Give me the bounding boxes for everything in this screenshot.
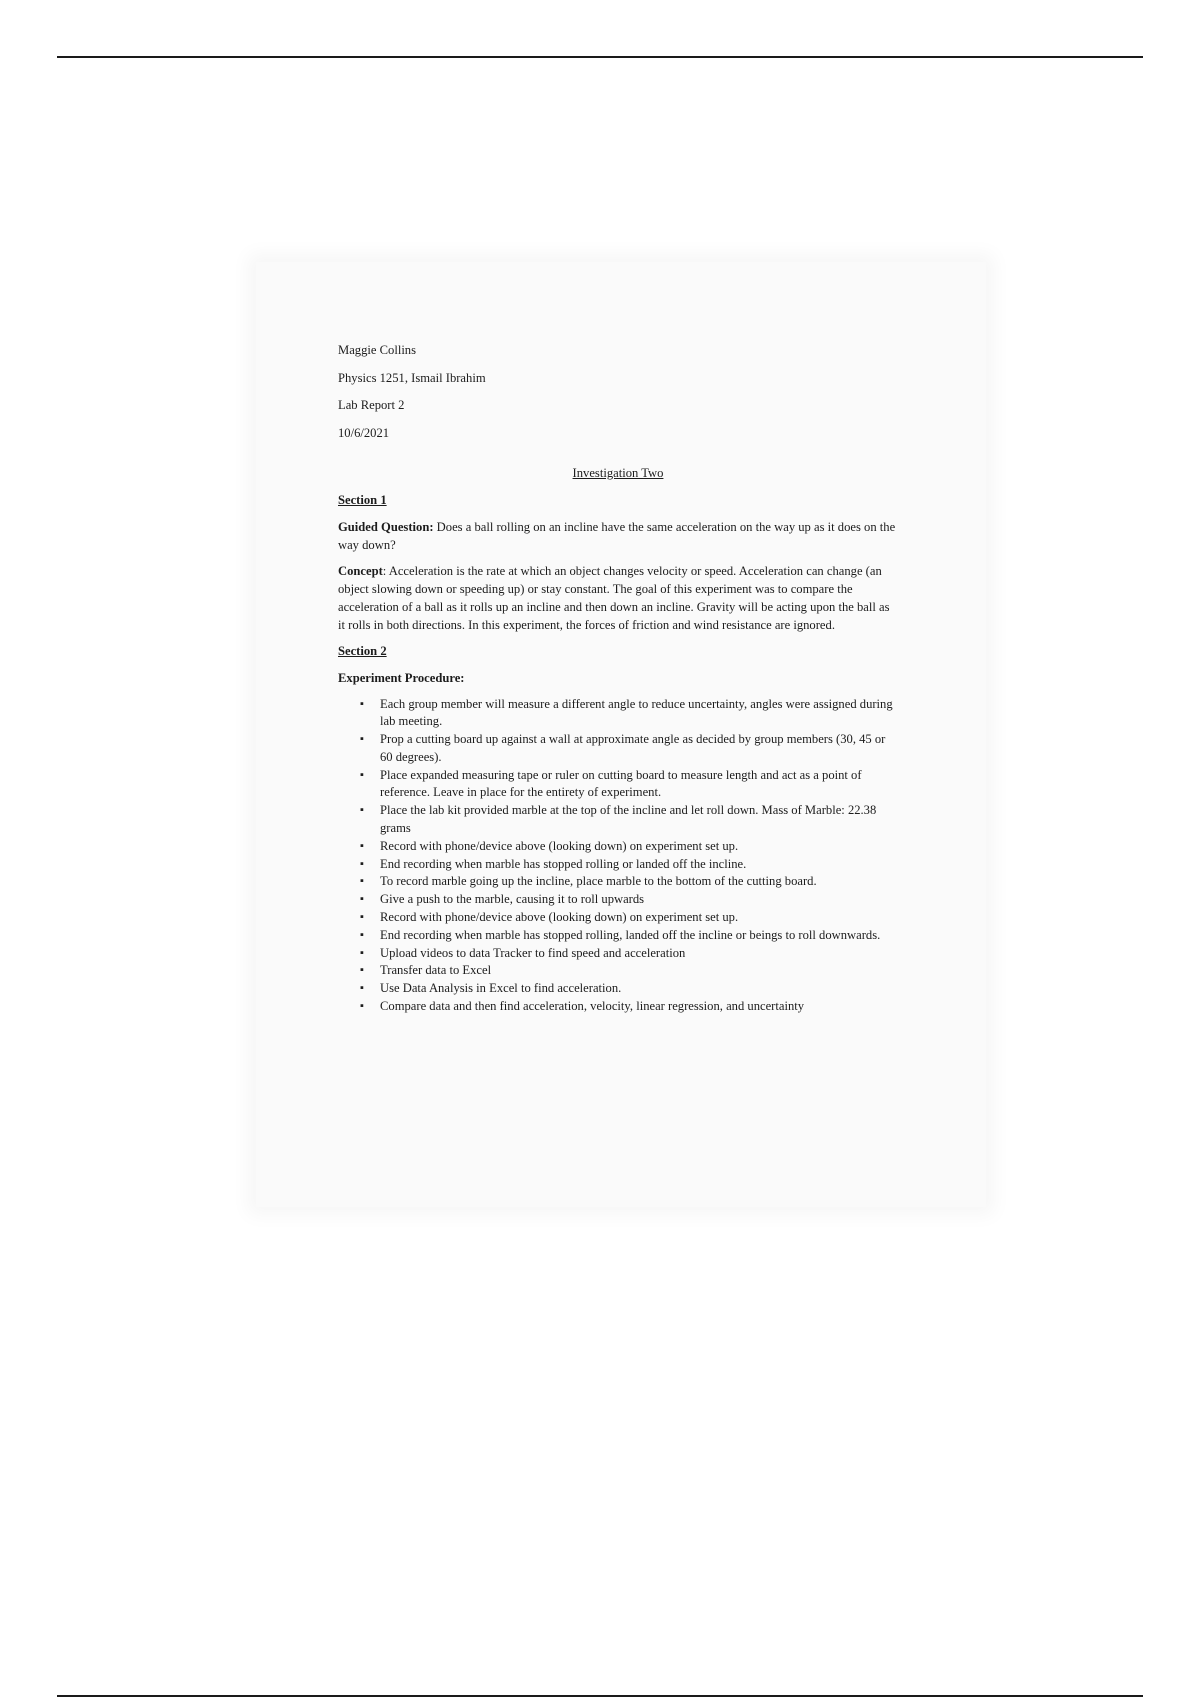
bullet-icon: ▪ xyxy=(360,768,364,781)
guided-question-label: Guided Question: xyxy=(338,519,434,534)
bullet-icon: ▪ xyxy=(360,911,364,924)
report-number: Lab Report 2 xyxy=(338,398,405,412)
bullet-icon: ▪ xyxy=(360,857,364,870)
course-line: Physics 1251, Ismail Ibrahim xyxy=(338,370,486,385)
list-item: ▪ Compare data and then find acceleration, velocity, linear regression, and uncertainty xyxy=(380,998,898,1016)
bullet-icon: ▪ xyxy=(360,875,364,888)
bullet-icon: ▪ xyxy=(360,928,364,941)
bullet-icon: ▪ xyxy=(360,839,364,852)
list-item: ▪ Record with phone/device above (looking down) on experiment set up. xyxy=(380,909,898,927)
bottom-divider xyxy=(57,1695,1143,1697)
list-item: ▪ Place the lab kit provided marble at the top of the incline and let roll down. Mass of Marble: 22.38 grams xyxy=(360,803,877,836)
section-2-heading: Section 2 xyxy=(338,643,387,658)
concept-label: Concept xyxy=(338,563,383,578)
guided-question-text: Does a ball rolling on an incline have the same acceleration on the way up as it does on the way down? xyxy=(338,519,896,552)
report-date: 10/6/2021 xyxy=(338,425,390,440)
list-item: ▪ End recording when marble has stopped rolling or landed off the incline. xyxy=(380,856,898,874)
bullet-icon: ▪ xyxy=(360,893,364,906)
list-item: ▪ To record marble going up the incline, place marble to the bottom of the cutting board. xyxy=(380,873,898,891)
top-divider xyxy=(57,56,1143,58)
procedure-heading: Experiment Procedure: xyxy=(338,670,465,685)
list-item: ▪ Use Data Analysis in Excel to find acceleration. xyxy=(380,980,898,998)
bullet-icon: ▪ xyxy=(360,733,364,746)
report-title: Investigation Two xyxy=(572,465,664,480)
report-content xyxy=(338,341,898,1016)
list-item: ▪ Each group member will measure a different angle to reduce uncertainty, angles were assigned during lab meeting. xyxy=(360,696,893,729)
list-item: ▪ Place expanded measuring tape or ruler on cutting board to measure length and act as a point of reference. Leave in place for the entirety of experiment. xyxy=(360,767,862,800)
list-item: ▪ End recording when marble has stopped rolling, landed off the incline or beings to roll downwards. xyxy=(380,927,898,945)
bullet-icon: ▪ xyxy=(360,804,364,817)
bullet-icon: ▪ xyxy=(360,946,364,959)
procedure-list xyxy=(338,696,898,1016)
author-name: Maggie Collins xyxy=(338,343,417,357)
list-item: ▪ Give a push to the marble, causing it to roll upwards xyxy=(380,891,898,909)
bullet-icon: ▪ xyxy=(360,1000,364,1013)
list-item: ▪ Transfer data to Excel xyxy=(380,962,898,980)
bullet-icon: ▪ xyxy=(360,964,364,977)
section-1-heading: Section 1 xyxy=(338,492,387,507)
concept-text: : Acceleration is the rate at which an object changes velocity or speed. Acceleration can change (an object slowing down or speeding up) or stay constant. The goal of this experiment was to compare the acceleration of a ball as it rolls up an incline and then down an incline. Gravity will be acting upon the ball as it rolls in both directions. In this experiment, the forces of friction and wind resistance are ignored. xyxy=(338,563,890,632)
bullet-icon: ▪ xyxy=(360,982,364,995)
list-item: ▪ Prop a cutting board up against a wall at approximate angle as decided by group members (30, 45 or 60 degrees). xyxy=(360,732,886,764)
list-item: ▪ Upload videos to data Tracker to find speed and acceleration xyxy=(380,945,898,963)
bullet-icon: ▪ xyxy=(360,697,364,710)
guided-question xyxy=(338,518,898,554)
list-item: ▪ Record with phone/device above (looking down) on experiment set up. xyxy=(380,838,898,856)
concept-paragraph xyxy=(338,562,898,634)
